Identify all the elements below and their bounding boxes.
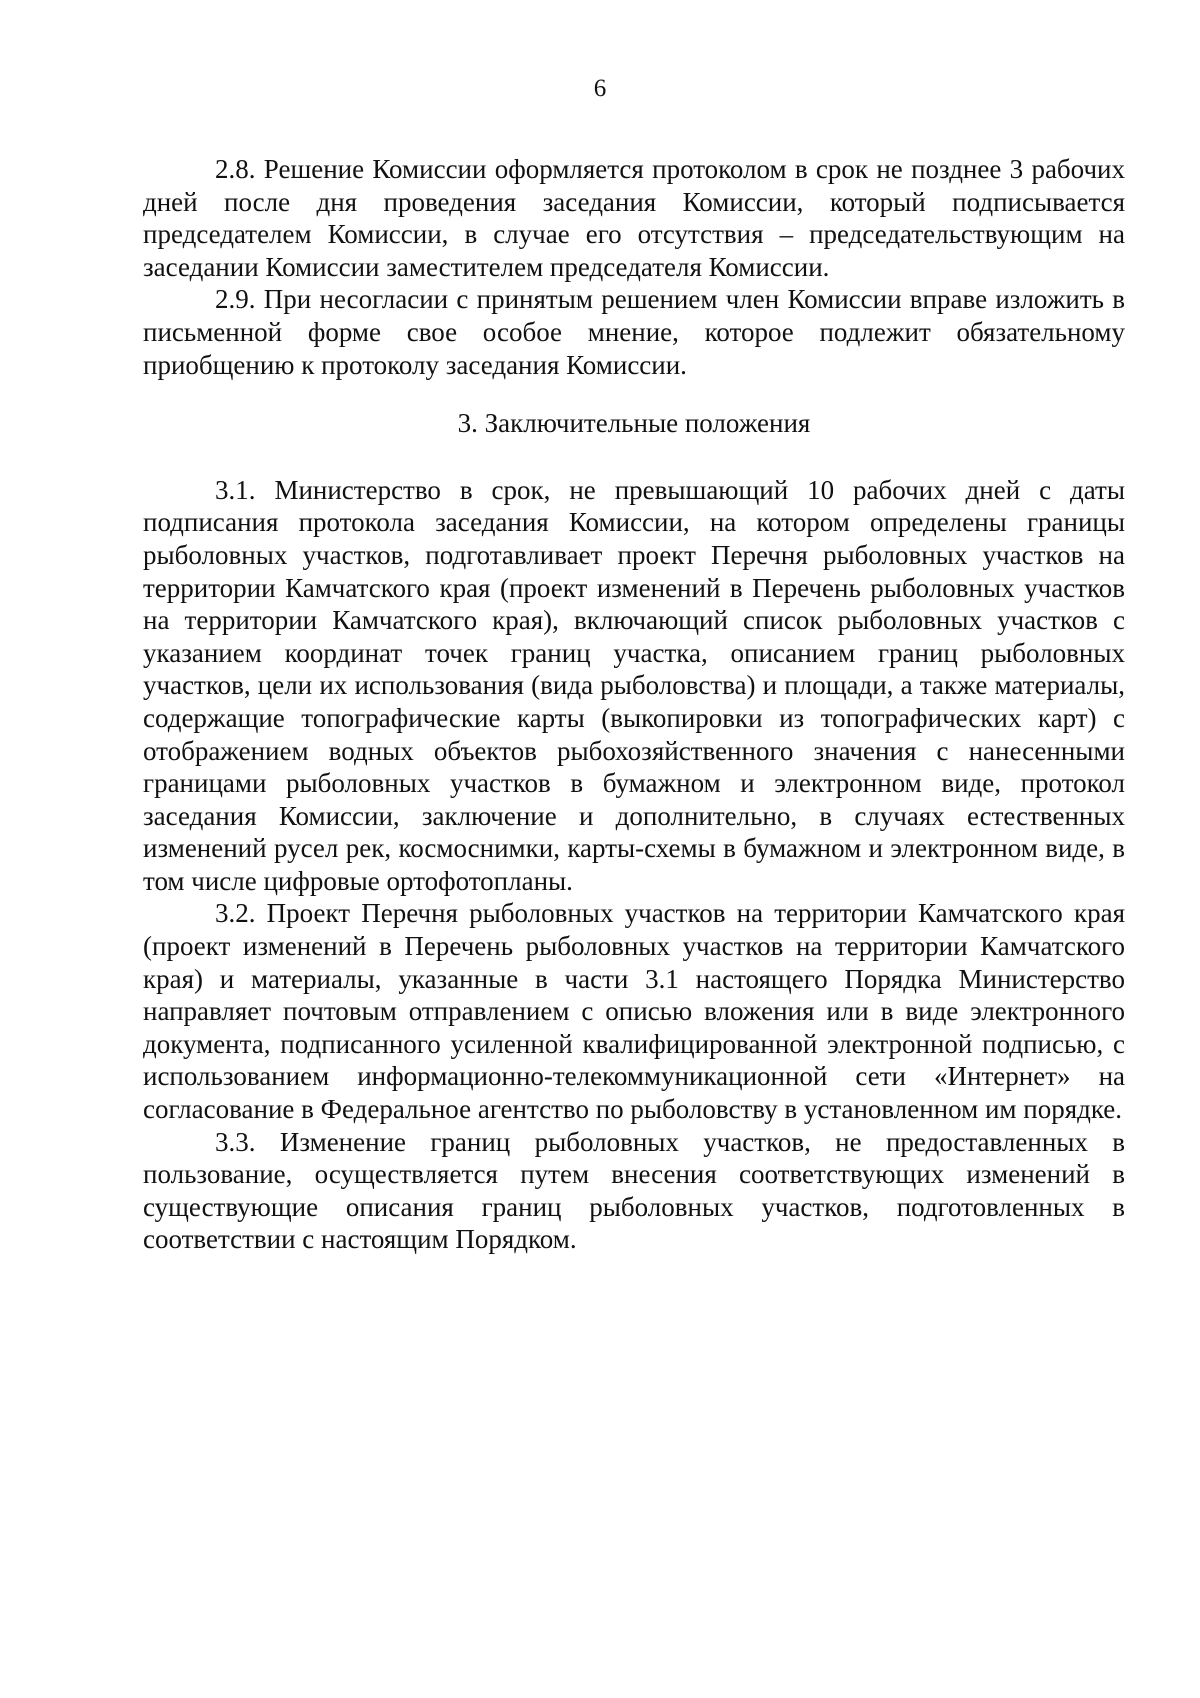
page-number: 6 [593, 75, 607, 102]
document-body [143, 153, 1125, 1256]
paragraph-3-1: 3.1. Министерство в срок, не превышающий 10 рабочих дней с даты подписания протокола заседания Комиссии, на котором определены границы рыболовных участков, подготавливает проект Перечня рыболовных участков на территории Камчатского края (проект изменений в Перечень рыболовных участков на территории Камчатского края), включающий список рыболовных участков с указанием координат точек границ участка, описанием границ рыболовных участков, цели их использования (вида рыболовства) и площади, а также материалы, содержащие топографические карты (выкопировки из топографических карт) с отображением водных объектов рыбохозяйственного значения с нанесенными границами рыболовных участков в бумажном и электронном виде, протокол заседания Комиссии, заключение и дополнительно, в случаях естественных изменений русел рек, космоснимки, карты-схемы в бумажном и электронном виде, в том числе цифровые ортофотопланы. [143, 474, 1125, 896]
paragraph-3-3: 3.3. Изменение границ рыболовных участков, не предоставленных в пользование, осуществляется путем внесения соответствующих изменений в существующие описания границ рыболовных участков, подготовленных в соответствии с настоящим Порядком. [143, 1126, 1125, 1255]
paragraph-2-9: 2.9. При несогласии с принятым решением член Комиссии вправе изложить в письменной форме свое особое мнение, которое подлежит обязательному приобщению к протоколу заседания Комиссии. [143, 284, 1125, 380]
paragraph-3-2: 3.2. Проект Перечня рыболовных участков на территории Камчатского края (проект изменений в Перечень рыболовных участков на территории Камчатского края) и материалы, указанные в части 3.1 настоящего Порядка Министерство направляет почтовым отправлением с описью вложения или в виде электронного документа, подписанного усиленной квалифицированной электронной подписью, с использованием информационно-телекоммуникационной сети «Интернет» на согласование в Федеральное агентство по рыболовству в установленном им порядке. [143, 898, 1125, 1125]
paragraph-2-8: 2.8. Решение Комиссии оформляется протоколом в срок не позднее 3 рабочих дней после дня проведения заседания Комиссии, который подписывается председателем Комиссии, в случае его отсутствия – председательствующим на заседании Комиссии заместителем председателя Комиссии. [143, 154, 1125, 282]
section-title: 3. Заключительные положения [457, 408, 811, 439]
